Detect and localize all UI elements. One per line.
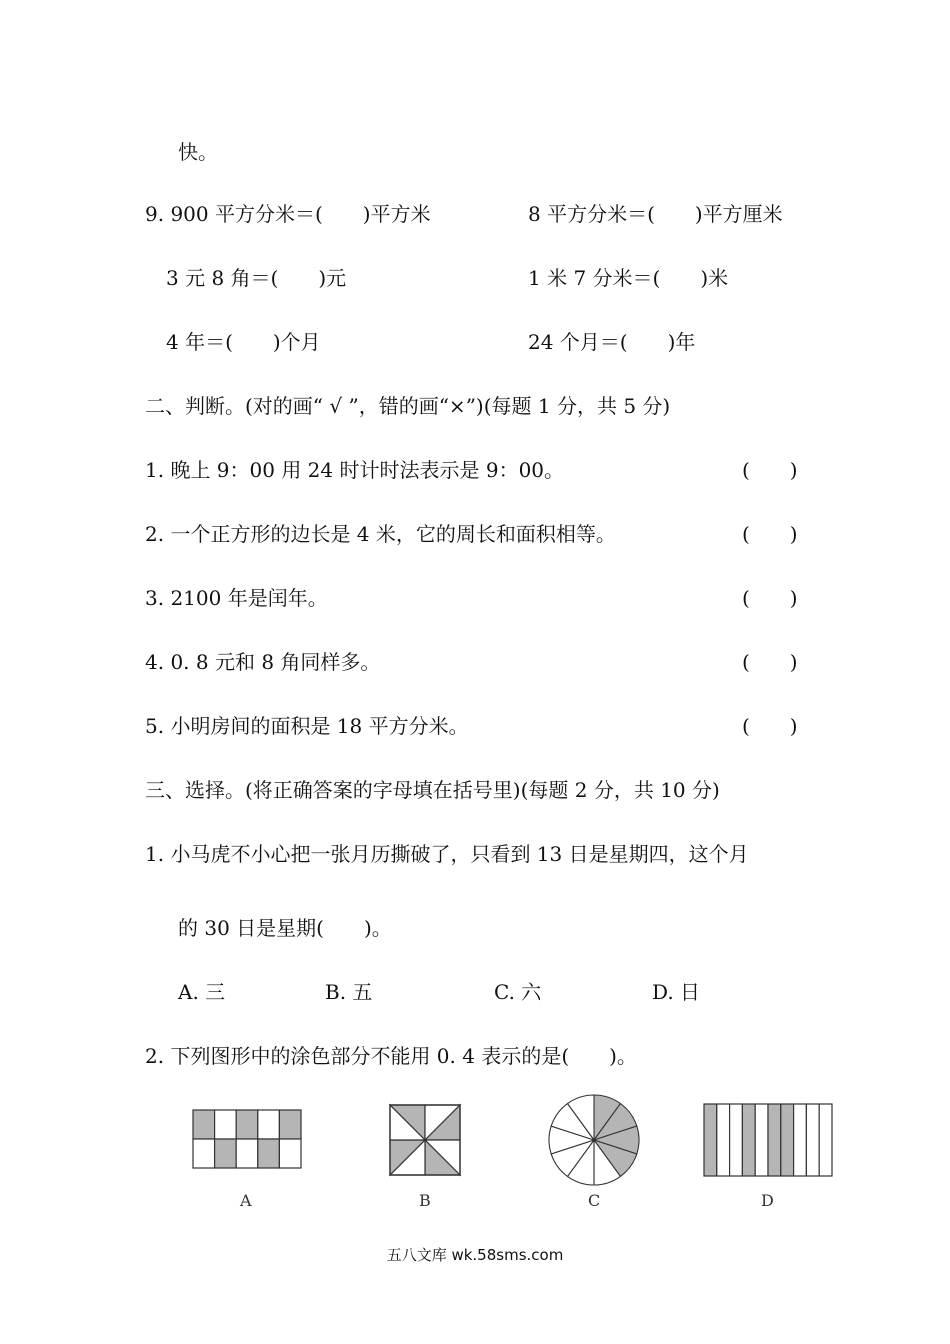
figure-label-c: C	[588, 1191, 601, 1210]
choice-q1-line2: 的 30 日是星期( )。	[178, 916, 392, 940]
section2-heading: 二、判断。(对的画“ √ ”，错的画“×”)(每题 1 分，共 5 分)	[145, 394, 671, 418]
figure-d-strips	[702, 1102, 834, 1178]
judge-item-3: 3. 2100 年是闰年。	[145, 586, 328, 610]
strip-piece	[806, 1104, 819, 1176]
strip-piece	[794, 1104, 807, 1176]
strip-piece	[755, 1104, 768, 1176]
strip-piece	[704, 1104, 717, 1176]
judge-item-5: 5. 小明房间的面积是 18 平方分米。	[145, 714, 469, 738]
grid-cell	[258, 1110, 280, 1139]
grid-cell	[236, 1139, 258, 1168]
grid-cell	[215, 1139, 237, 1168]
answer-blank-5: ( )	[742, 714, 798, 738]
q9-row3-left: 4 年＝( )个月	[166, 330, 321, 354]
footer-watermark: 五八文库 wk.58sms.com	[386, 1246, 564, 1264]
answer-blank-1: ( )	[742, 458, 798, 482]
grid-cell	[279, 1139, 301, 1168]
figure-c-circle	[546, 1092, 642, 1188]
grid-cell	[236, 1110, 258, 1139]
option-a: A. 三	[178, 980, 226, 1004]
strip-piece	[781, 1104, 794, 1176]
judge-item-1: 1. 晚上 9：00 用 24 时计时法表示是 9：00。	[145, 458, 565, 482]
answer-blank-3: ( )	[742, 586, 798, 610]
figure-label-d: D	[761, 1191, 774, 1210]
strip-piece	[819, 1104, 832, 1176]
choice-q1-line1: 1. 小马虎不小心把一张月历撕破了，只看到 13 日是星期四，这个月	[145, 842, 749, 866]
q9-row2-right: 1 米 7 分米＝( )米	[528, 266, 729, 290]
grid-cell	[258, 1139, 280, 1168]
figure-label-b: B	[419, 1191, 431, 1210]
grid-cell	[279, 1110, 301, 1139]
grid-cell	[215, 1110, 237, 1139]
strip-piece	[742, 1104, 755, 1176]
answer-blank-2: ( )	[742, 522, 798, 546]
q9-row1-left: 9. 900 平方分米＝( )平方米	[145, 202, 431, 226]
grid-cell	[193, 1110, 215, 1139]
q9-row3-right: 24 个月＝( )年	[528, 330, 696, 354]
q9-row2-left: 3 元 8 角＝( )元	[166, 266, 347, 290]
answer-blank-4: ( )	[742, 650, 798, 674]
strip-piece	[730, 1104, 743, 1176]
figure-a-grid	[191, 1108, 303, 1170]
judge-item-2: 2. 一个正方形的边长是 4 米，它的周长和面积相等。	[145, 522, 616, 546]
q9-row1-right: 8 平方分米＝( )平方厘米	[528, 202, 783, 226]
choice-q2: 2. 下列图形中的涂色部分不能用 0. 4 表示的是( )。	[145, 1044, 637, 1068]
option-c: C. 六	[494, 980, 542, 1004]
option-d: D. 日	[652, 980, 701, 1004]
grid-cell	[193, 1139, 215, 1168]
strip-piece	[768, 1104, 781, 1176]
figure-label-a: A	[240, 1191, 252, 1210]
strip-piece	[717, 1104, 730, 1176]
figure-b-square	[388, 1103, 462, 1177]
option-b: B. 五	[325, 980, 373, 1004]
section3-heading: 三、选择。(将正确答案的字母填在括号里)(每题 2 分，共 10 分)	[145, 778, 720, 802]
judge-item-4: 4. 0. 8 元和 8 角同样多。	[145, 650, 381, 674]
continuation-text: 快。	[178, 140, 218, 164]
